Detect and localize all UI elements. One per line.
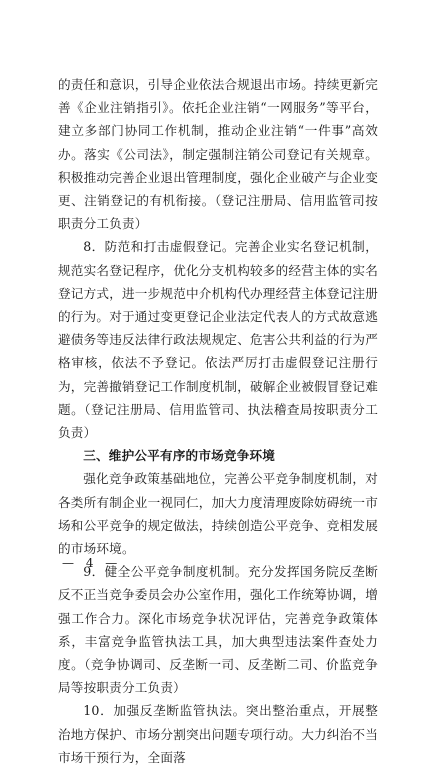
page-number: — 4 — <box>62 556 122 570</box>
section-heading-3: 三、维护公平有序的市场竞争环境 <box>83 448 276 464</box>
paragraph-8: 8．防范和打击虚假登记。完善企业实名登记机制，规范实名登记程序，优化分支机构较多的经营主体的实名登记方式，进一步规范中介机构代办理经营主体登记注册的行为。对于通过变更登记企业法定代表人的方式故意逃避债务等违反法律行政法规规定、危害公共利益的行为严格审核，依法不予登记。依法严厉打击虚假登记注册行为，完善撤销登记工作制度机制，破解企业被假冒登记难题。（登记注册局、信用监管司、执法稽查局按职责分工负责） <box>58 239 378 441</box>
paragraph-9: 9．健全公平竞争制度机制。充分发挥国务院反垄断反不正当竞争委员会办公室作用，强化工作统筹协调，增强工作合力。深化市场竞争状况评估，完善竞争政策体系，丰富竞争监管执法工具，加大典型违法案件查处力度。（竞争协调司、反垄断一司、反垄断二司、价监竞争局等按职责分工负责） <box>58 564 378 696</box>
section-intro: 强化竞争政策基础地位，完善公平竞争制度机制，对各类所有制企业一视同仁，加大力度清理废除妨碍统一市场和公平竞争的规定做法，持续创造公平竞争、竞相发展的市场环境。 <box>58 471 378 557</box>
paragraph-10: 10．加强反垄断监管执法。突出整治重点，开展整治地方保护、市场分割突出问题专项行动。大力纠治不当市场干预行为，全面落 <box>58 703 378 765</box>
paragraph-1: 的责任和意识，引导企业依法合规退出市场。持续更新完善《企业注销指引》。依托企业注销“一网服务”等平台，建立多部门协同工作机制，推动企业注销“一件事”高效办。落实《公司法》，制定强制注销公司登记有关规章。积极推动完善企业退出管理制度，强化企业破产与企业变更、注销登记的有机衔接。（登记注册局、信用监管司按职责分工负责） <box>58 77 378 232</box>
body-text <box>58 73 378 769</box>
